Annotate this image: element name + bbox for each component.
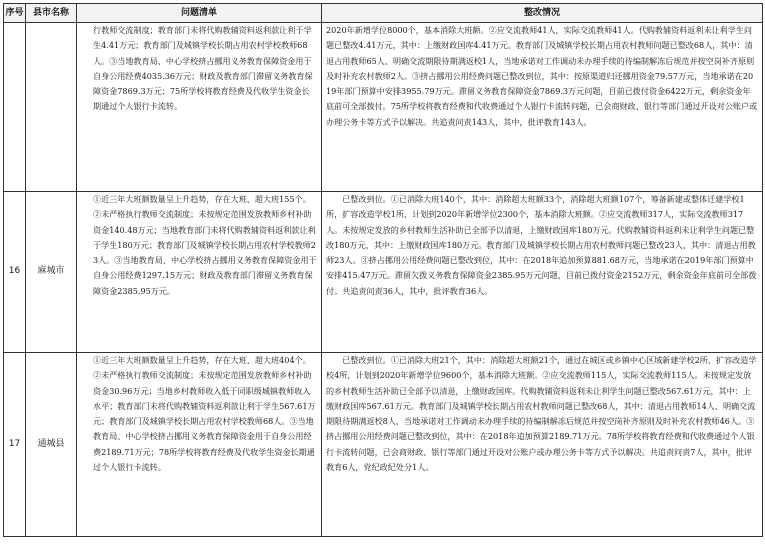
row-problem [77,23,322,192]
row-number: 17 [4,353,26,537]
result-text: 已整改到位。①已消除大班21个，其中：消除超大班额21个，通过在城区或乡镇中心区域新建学校2所、扩容改造学校4所，计划到2020年新增学位9600个，基本消除大班额。②应交流教师115人，实际交流教师115人。未按规定发放的乡村教师生活补助已全部予以清退，上缴财政国库。代购教辅资料返利未让利学生问题已整改567.61万元，其中：上缴财政国库567.61万元。教育部门及城镇学校长期占用农村教师问题已整改68人，其中：清退占用教师14人、明确交流期限待期满返校8人，当地承诺对工作调动未办理手续的待编制解冻后规范并按空岗补齐原则及时补充农村教师46人。③挤占挪用公用经费问题已整改到位，其中：在2018年追加预算2189.71万元。78所学校将教育经费和代收费通过个人银行卡流转问题，已会商财政、银行等部门通过开设对公账户或办理公务卡等方式予以解决。共追责问责7人，其中，批评教育6人，党纪政纪处分1人。 [326,355,757,473]
row-number [4,23,26,192]
row-city: 通城县 [26,353,77,537]
problem-text: ①近三年大班额数量呈上升趋势，存在大班、超大班404个。②未严格执行教师交流制度；未按规定范围发放教师乡村补助资金30.96万元；当地乡村教师收入低于同职级城镇教师收入水平；教育部门未将代购教辅资料返利款让利于学生567.61万元；教育部门及城镇学校长期占用农村学校教师68人。③当地教育局、中心学校挤占挪用义务教育保障资金用于自身公用经费2189.71万元；78所学校将教育经费及代收学生资金长期通过个人银行卡流转。 [93,355,316,473]
rectification-table [3,3,763,537]
table-header [4,4,763,23]
table-body [4,23,763,537]
row-problem [77,353,322,537]
problem-text: 行教师交流制度；教育部门未将代购教辅资料返利款让利于学生4.41万元；教育部门及城镇学校长期占用农村学校教师68人。③当地教育局、中心学校挤占挪用义务教育保障资金用于自身公用经费4035.36万元；财政及教育部门滞留义务教育保障资金7869.3万元；75所学校将教育经费及代收学生资金长期通过个人银行卡流转。 [93,25,313,112]
row-city: 麻城市 [26,192,77,353]
header-no: 序号 [4,4,26,23]
row-city [26,23,77,192]
header-city: 县市名称 [26,4,77,23]
header-row [4,4,763,23]
table-row [4,23,763,192]
problem-text: ①近三年大班额数量呈上升趋势，存在大班、超大班155个。②未严格执行教师交流制度；未按规定范围发放教师乡村补助资金140.48万元；当地教育部门未将代购教辅资料返利款让利于学生180万元；教育部门及城镇学校长期占用农村学校教师23人。③当地教育局、中心学校挤占挪用义务教育保障资金用于自身公用经费1297.15万元；财政及教育部门滞留义务教育保障资金2385.95万元。 [93,194,317,296]
row-result [322,23,763,192]
row-result [322,353,763,537]
row-result [322,192,763,353]
result-text: 已整改到位。①已消除大班140个，其中：消除超大班额33个，消除超大班额107个，筹备新建或整体迁建学校1所，扩容改造学校1所，计划到2020年新增学位2300个，基本消除大班额。②应交流教师317人，实际交流教师317人。未按规定发放的乡村教师生活补助已全部予以清退，上缴财政国库180万元。代购教辅资料返利未让利学生问题已整改180万元，其中：上缴财政国库180万元。教育部门及城镇学校长期占用农村教师问题已整改23人，其中：清退占用教师23人。③挤占挪用公用经费问题已整改到位，其中：在2018年追加预算881.68万元，当地承诺在2019年部门预算中安排415.47万元。滞留欠拨义务教育保障资金2385.95万元问题，目前已拨付资金2152万元，剩余资金年底前可全部拨付。共追责问责36人，其中，批评教育36人。 [326,194,757,296]
header-problem: 问题清单 [77,4,322,23]
table-row [4,192,763,353]
header-result: 整改情况 [322,4,763,23]
row-problem [77,192,322,353]
table-row [4,353,763,537]
row-number: 16 [4,192,26,353]
result-text: 2020年新增学位8000个，基本消除大班额。②应交流教师41人，实际交流教师41人。代购教辅资料返利未让利学生问题已整改4.41万元，其中：上缴财政国库4.41万元。教育部门及城镇学校长期占用农村教师问题已整改68人，其中：清退占用教师65人、明确交流期限待期满返校1人，当地承诺对工作调动未办理手续的待编制解冻后规范并按空岗补齐原则及时补充农村教师2人。③挤占挪用公用经费问题已整改到位，其中：按原渠道归还挪用资金79.57万元，当地承诺在2019年部门预算中安排3955.79万元。滞留义务教育保障资金7869.3万元问题，目前已拨付资金6422万元，剩余资金年底前可全部拨付。75所学校将教育经费和代收费通过个人银行卡流转问题，已会商财政、银行等部门通过开设对公账户或办理公务卡等方式予以解决。共追责问责143人，其中，批评教育143人。 [326,25,758,127]
